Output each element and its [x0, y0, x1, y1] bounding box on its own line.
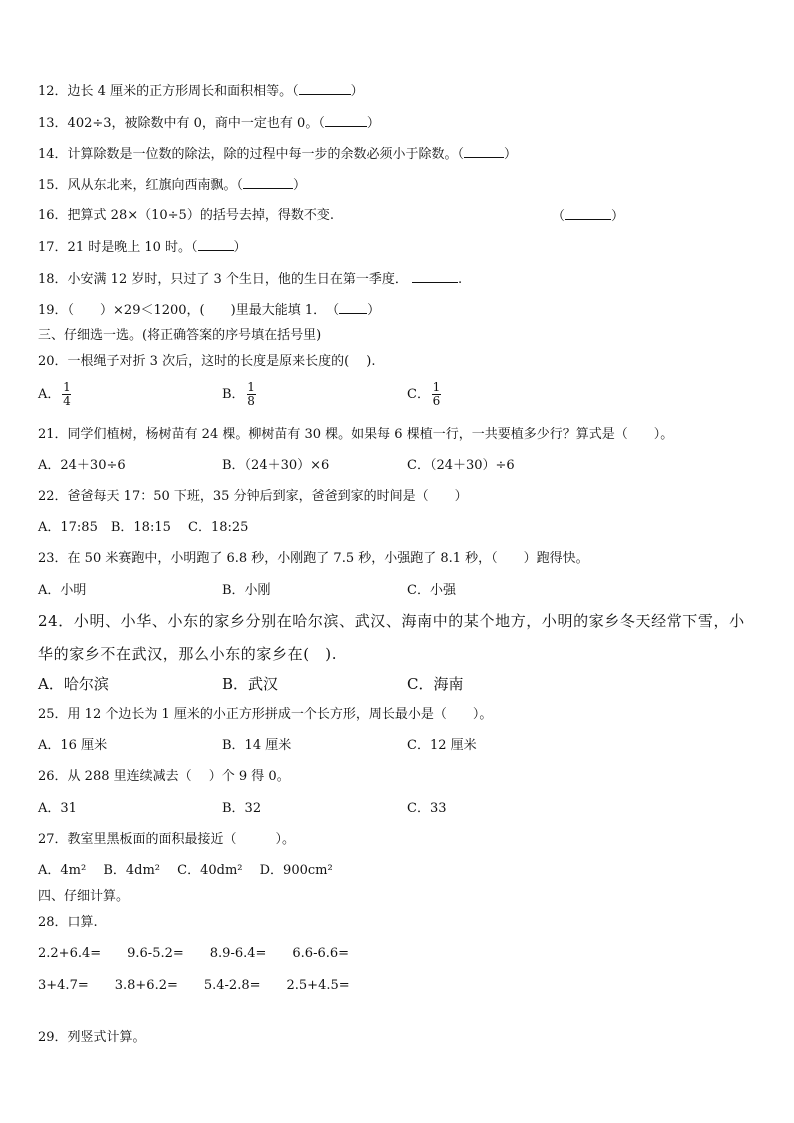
denominator: 8 — [247, 394, 255, 408]
paren-close: ） — [367, 303, 381, 318]
question-16-answer — [552, 207, 624, 226]
question-26: 26．从 288 里连续减去（ ）个 9 得 0。 — [38, 769, 290, 784]
fraction — [247, 381, 256, 408]
question-17 — [38, 238, 247, 257]
question-29: 29．列竖式计算。 — [38, 1030, 146, 1045]
paren-open: （ — [552, 209, 566, 224]
option-c[interactable]: C．小强 — [407, 583, 456, 598]
option-label: A． — [38, 387, 61, 402]
question-text: 18．小安满 12 岁时，只过了 3 个生日，他的生日在第一季度． — [38, 272, 408, 287]
question-text: 12．边长 4 厘米的正方形周长和面积相等。（ — [38, 84, 299, 99]
option-label: B． — [222, 387, 245, 402]
option-c[interactable]: C．（24＋30）÷6 — [407, 458, 515, 473]
section-heading-3: 三、仔细选一选。(将正确答案的序号填在括号里) — [38, 328, 322, 343]
option-a[interactable]: A．16 厘米 — [38, 738, 108, 753]
numerator: 1 — [63, 380, 71, 394]
question-13 — [38, 114, 380, 133]
option-b[interactable]: B．小刚 — [222, 583, 271, 598]
option-c[interactable]: C．海南 — [407, 675, 464, 693]
question-24-line-1: 24．小明、小华、小东的家乡分别在哈尔滨、武汉、海南中的某个地方，小明的家乡冬天经常下雪，小 — [38, 612, 745, 630]
option-a[interactable]: A．小明 — [38, 583, 87, 598]
question-text: 14．计算除数是一位数的除法，除的过程中每一步的余数必须小于除数。（ — [38, 147, 465, 162]
option-b[interactable] — [222, 381, 256, 408]
option-c[interactable]: C．33 — [407, 801, 447, 816]
option-b[interactable]: B．（24＋30）×6 — [222, 458, 330, 473]
question-15 — [38, 176, 306, 195]
question-text: 17．21 时是晚上 10 时。（ — [38, 240, 198, 255]
question-14 — [38, 145, 517, 164]
paren-close: ） — [233, 240, 247, 255]
question-25: 25．用 12 个边长为 1 厘米的小正方形拼成一个长方形，周长最小是（ ）。 — [38, 707, 493, 722]
numerator: 1 — [247, 380, 255, 394]
question-text: 16．把算式 28×（10÷5）的括号去掉，得数不变. — [38, 208, 334, 223]
option-label: C． — [407, 387, 430, 402]
question-22: 22．爸爸每天 17：50 下班，35 分钟后到家，爸爸到家的时间是（ ） — [38, 489, 468, 504]
denominator: 6 — [432, 394, 441, 408]
question-text: 13．402÷3，被除数中有 0，商中一定也有 0。（ — [38, 116, 325, 131]
question-23: 23．在 50 米赛跑中，小明跑了 6.8 秒，小刚跑了 7.5 秒，小强跑了 8.1 秒，（ ）跑得快。 — [38, 551, 589, 566]
answer-blank[interactable] — [464, 145, 504, 158]
answer-blank[interactable] — [299, 82, 351, 95]
option-a[interactable]: A．哈尔滨 — [38, 675, 109, 693]
option-a[interactable]: A．24＋30÷6 — [38, 458, 126, 473]
paren-close: ） — [611, 209, 625, 224]
question-19 — [38, 301, 380, 320]
question-text: 19．（ ）×29＜1200，( )里最大能填 1． （ — [38, 303, 340, 318]
option-c[interactable] — [407, 381, 441, 408]
denominator: 4 — [63, 394, 71, 408]
paren-close: ） — [350, 84, 364, 99]
answer-blank[interactable] — [198, 238, 234, 251]
option-b[interactable]: B．武汉 — [222, 675, 279, 693]
paren-close: ） — [293, 178, 307, 193]
answer-blank[interactable] — [565, 207, 611, 220]
mental-math-row-1: 2.2+6.4= 9.6-5.2= 8.9-6.4= 6.6-6.6= — [38, 946, 350, 961]
options-row[interactable]: A．17:85 B．18:15 C．18:25 — [38, 520, 249, 535]
answer-blank[interactable] — [243, 176, 293, 189]
option-a[interactable] — [38, 381, 71, 408]
question-21: 21．同学们植树，杨树苗有 24 棵。柳树苗有 30 棵。如果每 6 棵植一行，一共要植多少行？算式是（ ）。 — [38, 427, 674, 442]
paren-close: ） — [366, 116, 380, 131]
fraction — [432, 381, 441, 408]
question-24-line-2: 华的家乡不在武汉，那么小东的家乡在( ). — [38, 645, 338, 663]
options-row[interactable]: A．4m² B．4dm² C．40dm² D．900cm² — [38, 863, 333, 878]
question-16 — [38, 207, 334, 225]
paren-close: ） — [504, 147, 518, 162]
answer-blank[interactable] — [339, 301, 367, 314]
option-b[interactable]: B．32 — [222, 801, 262, 816]
question-text: 15．风从东北来，红旗向西南飘。（ — [38, 178, 244, 193]
section-heading-4: 四、仔细计算。 — [38, 889, 130, 904]
option-a[interactable]: A．31 — [38, 801, 77, 816]
numerator: 1 — [432, 380, 441, 394]
mental-math-row-2: 3+4.7= 3.8+6.2= 5.4-2.8= 2.5+4.5= — [38, 978, 350, 993]
period: . — [458, 272, 463, 287]
question-28: 28．口算. — [38, 915, 98, 930]
question-20: 20．一根绳子对折 3 次后，这时的长度是原来长度的( ). — [38, 354, 376, 369]
option-b[interactable]: B．14 厘米 — [222, 738, 292, 753]
option-c[interactable]: C．12 厘米 — [407, 738, 477, 753]
question-12 — [38, 82, 364, 101]
question-18 — [38, 270, 462, 289]
answer-blank[interactable] — [325, 114, 367, 127]
answer-blank[interactable] — [412, 270, 458, 283]
question-27: 27．教室里黑板面的面积最接近（ ）。 — [38, 832, 296, 847]
fraction — [62, 381, 71, 408]
